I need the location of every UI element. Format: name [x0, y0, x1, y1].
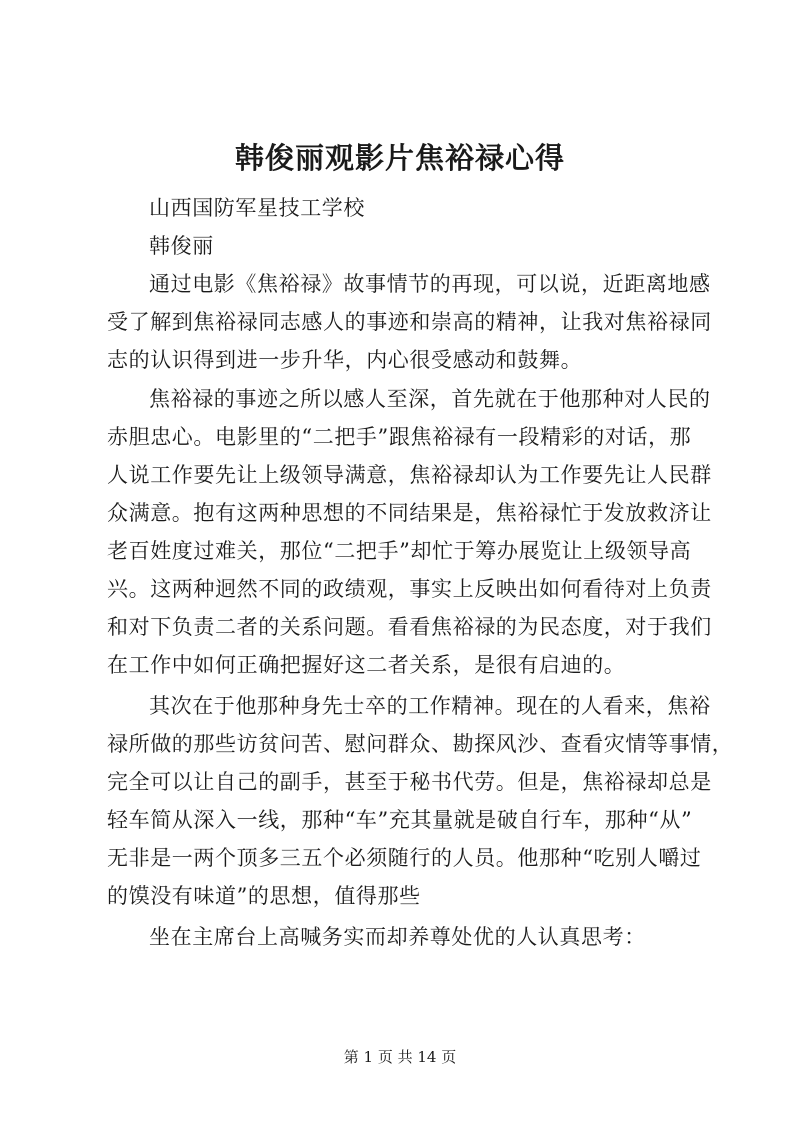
paragraph-3-line-2: 禄所做的那些访贫问苦、慰问群众、勘探风沙、查看灾情等事情， — [107, 732, 734, 756]
paragraph-2-line-7: 和对下负责二者的关系问题。看看焦裕禄的为民态度，对于我们 — [107, 615, 712, 639]
school-name: 山西国防军星技工学校 — [149, 196, 365, 220]
paragraph-3-line-6: 的馍没有味道”的思想，值得那些 — [107, 884, 421, 908]
paragraph-2-line-8: 在工作中如何正确把握好这二者关系，是很有启迪的。 — [107, 653, 626, 677]
paragraph-2-line-4: 众满意。抱有这两种思想的不同结果是，焦裕禄忙于发放救济让 — [107, 501, 712, 525]
document-title: 韩俊丽观影片焦裕禄心得 — [234, 141, 565, 175]
paragraph-1-line-3: 志的认识得到进一步升华，内心很受感动和鼓舞。 — [107, 348, 583, 372]
page-number-footer: 第 1 页 共 14 页 — [343, 1048, 457, 1066]
paragraph-2-line-3: 人说工作要先让上级领导满意，焦裕禄却认为工作要先让人民群 — [107, 463, 712, 487]
paragraph-3-line-4: 轻车简从深入一线，那种“车”充其量就是破自行车，那种“从” — [107, 808, 693, 832]
paragraph-2-line-2: 赤胆忠心。电影里的“二把手”跟焦裕禄有一段精彩的对话，那 — [107, 425, 692, 449]
paragraph-3-line-3: 完全可以让自己的副手，甚至于秘书代劳。但是，焦裕禄却总是 — [107, 770, 712, 794]
author-name: 韩俊丽 — [149, 234, 214, 258]
paragraph-2-line-6: 兴。这两种迥然不同的政绩观，事实上反映出如何看待对上负责 — [107, 577, 712, 601]
paragraph-1-line-2: 受了解到焦裕禄同志感人的事迹和崇高的精神，让我对焦裕禄同 — [107, 310, 712, 334]
paragraph-3-line-1: 其次在于他那种身先士卒的工作精神。现在的人看来，焦裕 — [149, 694, 711, 718]
paragraph-1-line-1: 通过电影《焦裕禄》故事情节的再现，可以说，近距离地感 — [149, 272, 711, 296]
paragraph-2-line-1: 焦裕禄的事迹之所以感人至深，首先就在于他那种对人民的 — [149, 387, 711, 411]
paragraph-3-line-5: 无非是一两个顶多三五个必须随行的人员。他那种“吃别人嚼过 — [107, 846, 702, 870]
paragraph-4-line-1: 坐在主席台上高喊务实而却养尊处优的人认真思考： — [149, 925, 646, 949]
paragraph-2-line-5: 老百姓度过难关，那位“二把手”却忙于筹办展览让上级领导高 — [107, 539, 692, 563]
